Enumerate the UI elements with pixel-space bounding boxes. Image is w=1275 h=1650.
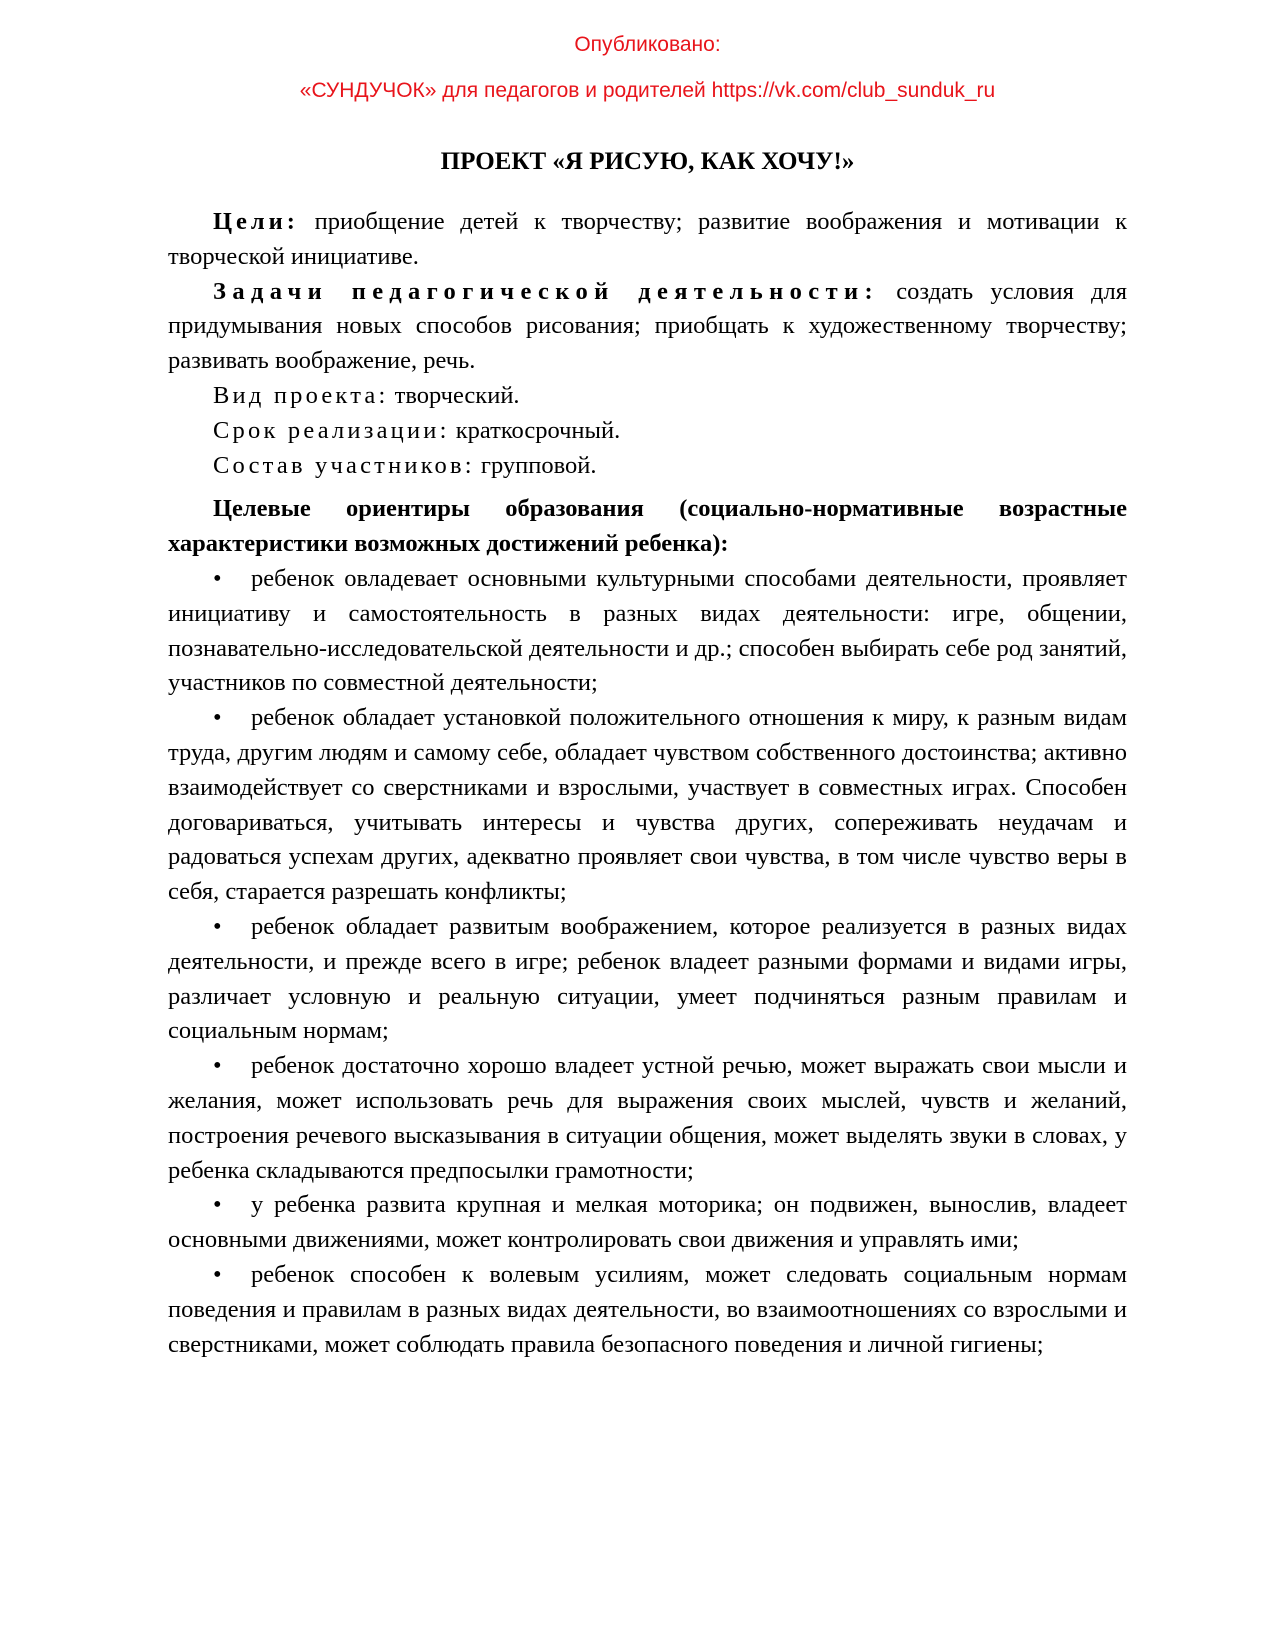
targets-list bbox=[168, 562, 1127, 1362]
tasks-label: Задачи педагогической деятельности: bbox=[213, 277, 880, 305]
bullet-icon: • bbox=[213, 1191, 222, 1219]
list-item bbox=[168, 1258, 1127, 1362]
bullet-icon: • bbox=[213, 564, 222, 592]
list-item-text: ребенок достаточно хорошо владеет устной речью, может выражать свои мысли и желания, может использовать речь для выражения своих мыслей, чувств и желаний, построения речевого высказывания в ситуации общения, может выделять звуки в словах, у ребенка складываются предпосылки грамотности; bbox=[168, 1052, 1127, 1184]
bullet-icon: • bbox=[213, 912, 222, 940]
list-item bbox=[168, 701, 1127, 910]
project-type bbox=[168, 379, 1127, 414]
list-item-text: у ребенка развита крупная и мелкая моторика; он подвижен, вынослив, владеет основными движениями, может контролировать свои движения и управлять ими; bbox=[168, 1191, 1127, 1254]
list-item bbox=[168, 1049, 1127, 1188]
bullet-icon: • bbox=[213, 1052, 222, 1080]
list-item bbox=[168, 562, 1127, 701]
goals-paragraph bbox=[168, 205, 1127, 275]
list-item-text: ребенок обладает развитым воображением, которое реализуется в разных видах деятельности, и прежде всего в игре; ребенок владеет разными формами и видами игры, различает условную и реальную ситуации, умеет подчиняться разным правилам и социальным нормам; bbox=[168, 912, 1127, 1045]
list-item-text: ребенок овладевает основными культурными способами деятельности, проявляет инициативу и самостоятельность в разных видах деятельности: игре, общении, познавательно-исследовательской деятельности и др.; способен выбирать себе род занятий, участников по совместной деятельности; bbox=[168, 564, 1127, 697]
list-item bbox=[168, 910, 1127, 1049]
list-item-text: ребенок обладает установкой положительного отношения к миру, к разным видам труда, другим людям и самому себе, обладает чувством собственного достоинства; активно взаимодействует со сверстниками и взрослыми, участвует в совместных играх. Способен договариваться, учитывать интересы и чувства других, сопереживать неудачам и радоваться успехам других, адекватно проявляет свои чувства, в том числе чувство веры в себя, старается разрешать конфликты; bbox=[168, 704, 1127, 906]
participants-label: Состав участников: bbox=[213, 451, 475, 479]
list-item-text: ребенок способен к волевым усилиям, может следовать социальным нормам поведения и правилам в разных видах деятельности, во взаимоотношениях со взрослыми и сверстниками, может соблюдать правила безопасного поведения и личной гигиены; bbox=[168, 1260, 1127, 1358]
goals-label: Цели: bbox=[213, 208, 299, 235]
document-title: ПРОЕКТ «Я РИСУЮ, КАК ХОЧУ!» bbox=[440, 148, 855, 175]
bullet-icon: • bbox=[213, 1260, 222, 1288]
participants-value: групповой. bbox=[474, 451, 597, 479]
bullet-icon: • bbox=[213, 704, 222, 732]
published-label: Опубликовано: bbox=[574, 33, 721, 56]
project-type-label: Вид проекта: bbox=[213, 381, 389, 409]
list-item bbox=[168, 1188, 1127, 1258]
document-body bbox=[168, 205, 1127, 1362]
project-term bbox=[168, 414, 1127, 449]
project-term-label: Срок реализации: bbox=[213, 416, 450, 444]
project-term-value: краткосрочный. bbox=[449, 416, 621, 444]
goals-text: приобщение детей к творчеству; развитие воображения и мотивации к творческой инициативе. bbox=[168, 208, 1127, 270]
tasks-text: создать условия для придумывания новых способов рисования; приобщать к художественному творчеству; развивать воображение, речь. bbox=[168, 277, 1127, 375]
participants bbox=[168, 449, 1127, 484]
tasks-paragraph bbox=[168, 275, 1127, 379]
source-link[interactable]: «СУНДУЧОК» для педагогов и родителей https://vk.com/club_sunduk_ru bbox=[299, 79, 996, 102]
targets-heading: Целевые ориентиры образования (социально-нормативные возрастные характеристики возможных достижений ребенка): bbox=[168, 495, 1127, 558]
project-type-value: творческий. bbox=[388, 381, 520, 409]
